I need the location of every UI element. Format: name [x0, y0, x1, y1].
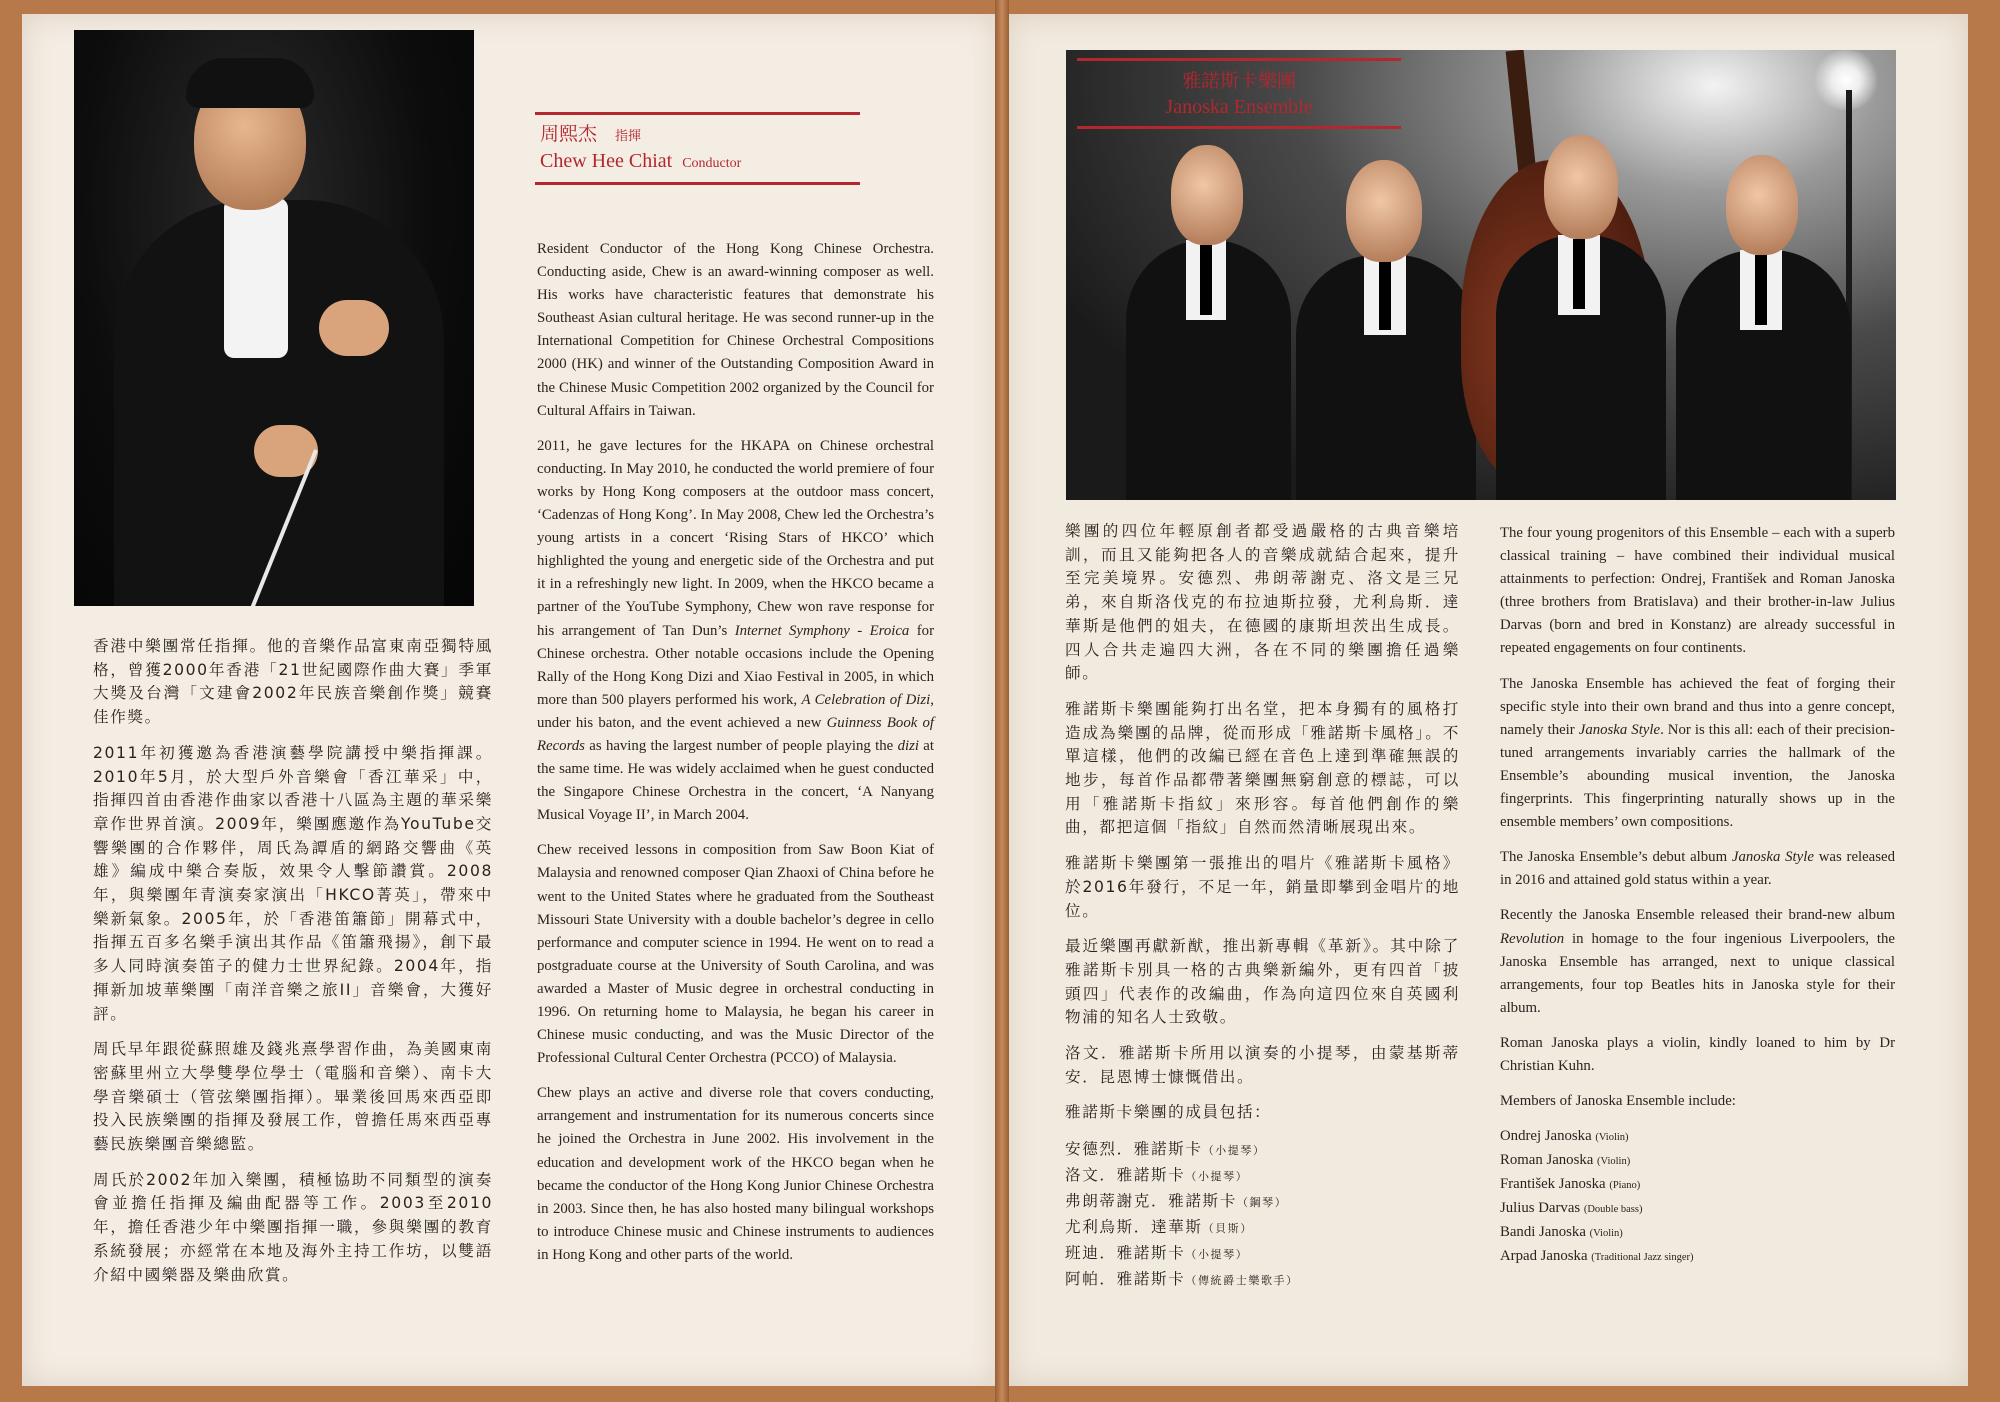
- bio-en-paragraph: [537, 435, 934, 828]
- bio-zh-paragraph: 雅諾斯卡樂團能夠打出名堂，把本身獨有的風格打造成為樂團的品牌，從而形成「雅諾斯卡風格」。不單這樣，他們的改編已經在音色上達到準確無誤的地步，每首作品都帶著樂團無窮創意的標誌，可以用「雅諾斯卡指紋」來形容。每首他們創作的樂曲，都把這個「指紋」自然而然清晰展現出來。: [1065, 699, 1460, 837]
- text-run: Recently the Janoska Ensemble released their brand-new album: [1500, 907, 1895, 924]
- bio-en-paragraph: The four young progenitors of this Ensemble – each with a superb classical training – have combined their individual musical attainments to perfection: Ondrej, František and Roman Janoska (three brothers from Bratislava) and their brother-in-law Julius Darvas (born and bred in Konstanz) are already successful in repeated engagements on four continents.: [1500, 525, 1895, 657]
- member-instrument: (Piano): [1609, 1180, 1641, 1192]
- member-instrument: （小提琴）: [1185, 1248, 1249, 1262]
- heading-rule-bottom: [535, 182, 860, 185]
- style-name: Janoska Style: [1578, 721, 1661, 738]
- member-item-en: [1500, 1125, 1895, 1149]
- bio-zh-paragraph: 周氏於2002年加入樂團，積極協助不同類型的演奏會並擔任指揮及編曲配器等工作。2003至2010年，擔任香港少年中樂團指揮一職，參與樂團的教育系統發展；亦經常在本地及海外主持工作坊，以雙語介紹中國樂器及樂曲欣賞。: [93, 1170, 493, 1284]
- name-en: Chew Hee Chiat: [540, 150, 673, 172]
- member-item-en: [1500, 1221, 1895, 1245]
- heading-rule-top: [1077, 58, 1401, 61]
- bio-zh-paragraph: 樂團的四位年輕原創者都受過嚴格的古典音樂培訓，而且又能夠把各人的音樂成就結合起來，提升至完美境界。安德烈、弗朗蒂謝克、洛文是三兄弟，來自斯洛伐克的布拉迪斯拉發，尤利烏斯．達華斯是他們的姐夫，在德國的康斯坦茨出生成長。四人合共走遍四大洲，各在不同的樂團擔任過樂師。: [1065, 522, 1460, 683]
- member-name: Roman Janoska: [1500, 1152, 1594, 1169]
- member-name: Julius Darvas: [1500, 1200, 1581, 1217]
- ensemble-name-zh: 雅諾斯卡樂團: [1181, 71, 1296, 92]
- album-title: Janoska Style: [1731, 849, 1814, 866]
- bio-en-paragraph: Chew received lessons in composition from Saw Boon Kiat of Malaysia and renowned composer Qian Zhaoxi of China before he went to the United States where he graduated from the Southeast Missouri State University with a double bachelor’s degree in cello performance and computer science in 1994. He went on to read a postgraduate course at the University of South Carolina, and was awarded a Master of Music degree in orchestral conducting in 1996. On returning home to Malaysia, he began his career in Chinese music conducting, and was the Music Director of the Professional Cultural Center Orchestra (PCCO) of Malaysia.: [537, 842, 934, 1067]
- record-title: Guinness Book of Records: [537, 714, 934, 754]
- text-run: The Janoska Ensemble’s debut album: [1500, 849, 1732, 866]
- member-name: 安德烈．雅諾斯卡: [1065, 1140, 1203, 1159]
- ensemble-name-en: Janoska Ensemble: [1165, 96, 1313, 118]
- text-run: 2011, he gave lectures for the HKAPA on Chinese orchestral conducting. In May 2010, he conducted the world premiere of four works by Hong Kong composers at the outdoor mass concert, ‘Cadenzas of Hong Kong’. In May 2008, Chew led the Orchestra’s young artists in a concert ‘Rising Stars of HKCO’ which highlighted the young and energetic side of the Orchestra and put it in a refreshingly new light. In 2009, when the HKCO became a partner of the YouTube Symphony, Chew won rave response for his arrangement of Tan Dun’s: [537, 437, 934, 639]
- bio-en-paragraph: Resident Conductor of the Hong Kong Chinese Orchestra. Conducting aside, Chew is an award-winning composer as well. His works have characteristic features that demonstrate his Southeast Asian cultural heritage. He was second runner-up in the International Competition for Chinese Orchestral Compositions 2000 (HK) and winner of the Outstanding Composition Award in the Chinese Music Competition 2002 organized by the Council for Cultural Affairs in Taiwan.: [537, 241, 934, 419]
- heading-rule-top: [535, 112, 860, 115]
- member-instrument: (Violin): [1597, 1156, 1631, 1168]
- member-name: 弗朗蒂謝克．雅諾斯卡: [1065, 1192, 1237, 1211]
- text-run: , under his baton, and the event achieved a new: [537, 691, 934, 731]
- work-title: A Celebration of Dizi: [801, 691, 931, 708]
- member-item-zh: [1065, 1267, 1460, 1293]
- text-run: was released in 2016 and attained gold status within a year.: [1500, 849, 1895, 889]
- member-item-zh: [1065, 1241, 1460, 1267]
- instrument-name: dizi: [897, 737, 919, 754]
- conductor-bio-zh: [93, 635, 493, 1299]
- member-name: 班迪．雅諾斯卡: [1065, 1244, 1186, 1263]
- conductor-name-zh: [540, 119, 641, 146]
- member-item-en: [1500, 1197, 1895, 1221]
- text-run: for Chinese orchestra. Other notable occasions include the Opening Rally of the Hong Kong Dizi and Xiao Festival in 2005, in which more than 500 players performed his work,: [537, 622, 935, 708]
- bio-zh-paragraph: 2011年初獲邀為香港演藝學院講授中樂指揮課。2010年5月，於大型戶外音樂會「香江華采」中，指揮四首由香港作曲家以香港十八區為主題的華采樂章作世界首演。2009年，樂團應邀作為YouTube交響樂團的合作夥伴，周氏為譚盾的網路交響曲《英雄》編成中樂合奏版，效果令人擊節讚賞。2008年，與樂團年青演奏家演出「HKCO菁英」，帶來中樂新氣象。2005年，於「香港笛簫節」開幕式中，指揮五百多名樂手演出其作品《笛簫飛揚》，創下最多人同時演奏笛子的健力士世界紀錄。2004年，指揮新加坡華樂團「南洋音樂之旅II」音樂會，大獲好評。: [93, 743, 493, 1023]
- member-instrument: (Traditional Jazz singer): [1591, 1252, 1694, 1264]
- member-item-zh: [1065, 1189, 1460, 1215]
- bio-en-paragraph: Roman Janoska plays a violin, kindly loaned to him by Dr Christian Kuhn.: [1500, 1034, 1895, 1074]
- role-zh: 指揮: [615, 128, 642, 143]
- heading-rule-bottom: [1077, 126, 1401, 129]
- member-instrument: （小提琴）: [1202, 1144, 1266, 1158]
- member-instrument: （貝斯）: [1202, 1222, 1253, 1236]
- member-name: Arpad Janoska: [1500, 1248, 1588, 1265]
- ensemble-bio-en: [1500, 522, 1895, 1269]
- text-run: in homage to the four ingenious Liverpoolers, the Janoska Ensemble has arranged, next to unique classical arrangements, four top Beatles hits in Janoska style for their album.: [1500, 930, 1895, 1016]
- member-instrument: （鋼琴）: [1236, 1196, 1288, 1210]
- bio-zh-paragraph: 香港中樂團常任指揮。他的音樂作品富東南亞獨特風格，曾獲2000年香港「21世紀國際作曲大賽」季軍大獎及台灣「文建會2002年民族音樂創作獎」競賽佳作獎。: [93, 637, 493, 727]
- members-list-en: [1500, 1125, 1895, 1269]
- member-instrument: (Violin): [1589, 1228, 1623, 1240]
- work-title: Internet Symphony - Eroica: [734, 622, 910, 639]
- album-title: Revolution: [1500, 930, 1565, 947]
- member-item-zh: [1065, 1137, 1460, 1163]
- members-intro-zh: 雅諾斯卡樂團的成員包括：: [1065, 1103, 1272, 1122]
- members-list-zh: [1065, 1137, 1460, 1293]
- bio-en-paragraph: Chew plays an active and diverse role that covers conducting, arrangement and instrumentation for its numerous concerts since he joined the Orchestra in June 2002. His involvement in the education and development work of the HKCO began when he became the conductor of the Hong Kong Junior Chinese Orchestra in 2003. Since then, he has also hosted many bilingual workshops to introduce Chinese music and Chinese instruments to audiences in Hong Kong and other parts of the world.: [537, 1085, 934, 1263]
- text-run: at the same time. He was widely acclaimed when he guest conducted the Singapore Chinese Orchestra in the concert, ‘A Nanyang Musical Voyage II’, in March 2004.: [537, 737, 934, 824]
- portrait-hair: [186, 58, 314, 108]
- bio-zh-paragraph: 雅諾斯卡樂團第一張推出的唱片《雅諾斯卡風格》於2016年發行，不足一年，銷量即攀到金唱片的地位。: [1065, 854, 1460, 920]
- member-instrument: （小提琴）: [1185, 1170, 1249, 1184]
- bio-en-paragraph: [1500, 846, 1895, 892]
- member-item-zh: [1065, 1163, 1460, 1189]
- conductor-portrait-photo: [74, 30, 474, 606]
- name-zh: 周熙杰: [540, 124, 598, 145]
- member-name: 阿帕．雅諾斯卡: [1065, 1270, 1186, 1289]
- ensemble-bio-zh: [1065, 520, 1460, 1293]
- conductor-bio-en: [537, 238, 934, 1279]
- text-run: as having the largest number of people playing the: [584, 737, 898, 754]
- member-item-zh: [1065, 1215, 1460, 1241]
- text-run: The Janoska Ensemble has achieved the feat of forging their specific style into their own brand and thus into a genre concept, namely their: [1500, 675, 1895, 738]
- member-instrument: （傳統爵士樂歌手）: [1185, 1274, 1299, 1288]
- bio-zh-paragraph: 洛文．雅諾斯卡所用以演奏的小提琴，由蒙基斯蒂安．昆恩博士慷慨借出。: [1065, 1044, 1460, 1086]
- role-en: Conductor: [682, 156, 742, 171]
- member-item-en: [1500, 1245, 1895, 1269]
- conductor-name-en: [540, 150, 741, 173]
- members-intro-en: Members of Janoska Ensemble include:: [1500, 1093, 1736, 1110]
- member-name: František Janoska: [1500, 1176, 1606, 1193]
- bio-en-paragraph: [1500, 904, 1895, 1019]
- portrait-shirt: [224, 198, 288, 358]
- bio-en-paragraph: [1500, 673, 1895, 835]
- member-item-en: [1500, 1173, 1895, 1197]
- member-instrument: (Violin): [1595, 1132, 1629, 1144]
- bio-zh-paragraph: 最近樂團再獻新猷，推出新專輯《革新》。其中除了雅諾斯卡別具一格的古典樂新編外，更有四首「披頭四」代表作的改編曲，作為向這四位來自英國利物浦的知名人士致敬。: [1065, 937, 1460, 1027]
- text-run: . Nor is this all: each of their precision-tuned arrangements invariably carries the hallmark of the Ensemble’s abounding musical invention, the Janoska fingerprints. This fingerprinting naturally shows up in the ensemble members’ own compositions.: [1500, 721, 1895, 831]
- member-name: 洛文．雅諾斯卡: [1065, 1166, 1186, 1185]
- portrait-hand: [319, 300, 389, 356]
- member-instrument: (Double bass): [1583, 1204, 1643, 1216]
- member-item-en: [1500, 1149, 1895, 1173]
- bio-zh-paragraph: 周氏早年跟從蘇照雄及錢兆熹學習作曲，為美國東南密蘇里州立大學雙學位學士（電腦和音樂）、南卡大學音樂碩士（管弦樂團指揮）。畢業後回馬來西亞即投入民族樂團的指揮及發展工作，曾擔任馬來西亞專藝民族樂團音樂總監。: [93, 1040, 493, 1154]
- member-name: Ondrej Janoska: [1500, 1128, 1592, 1145]
- book-gutter: [995, 0, 1009, 1402]
- member-name: 尤利烏斯．達華斯: [1065, 1218, 1203, 1237]
- member-name: Bandi Janoska: [1500, 1224, 1586, 1241]
